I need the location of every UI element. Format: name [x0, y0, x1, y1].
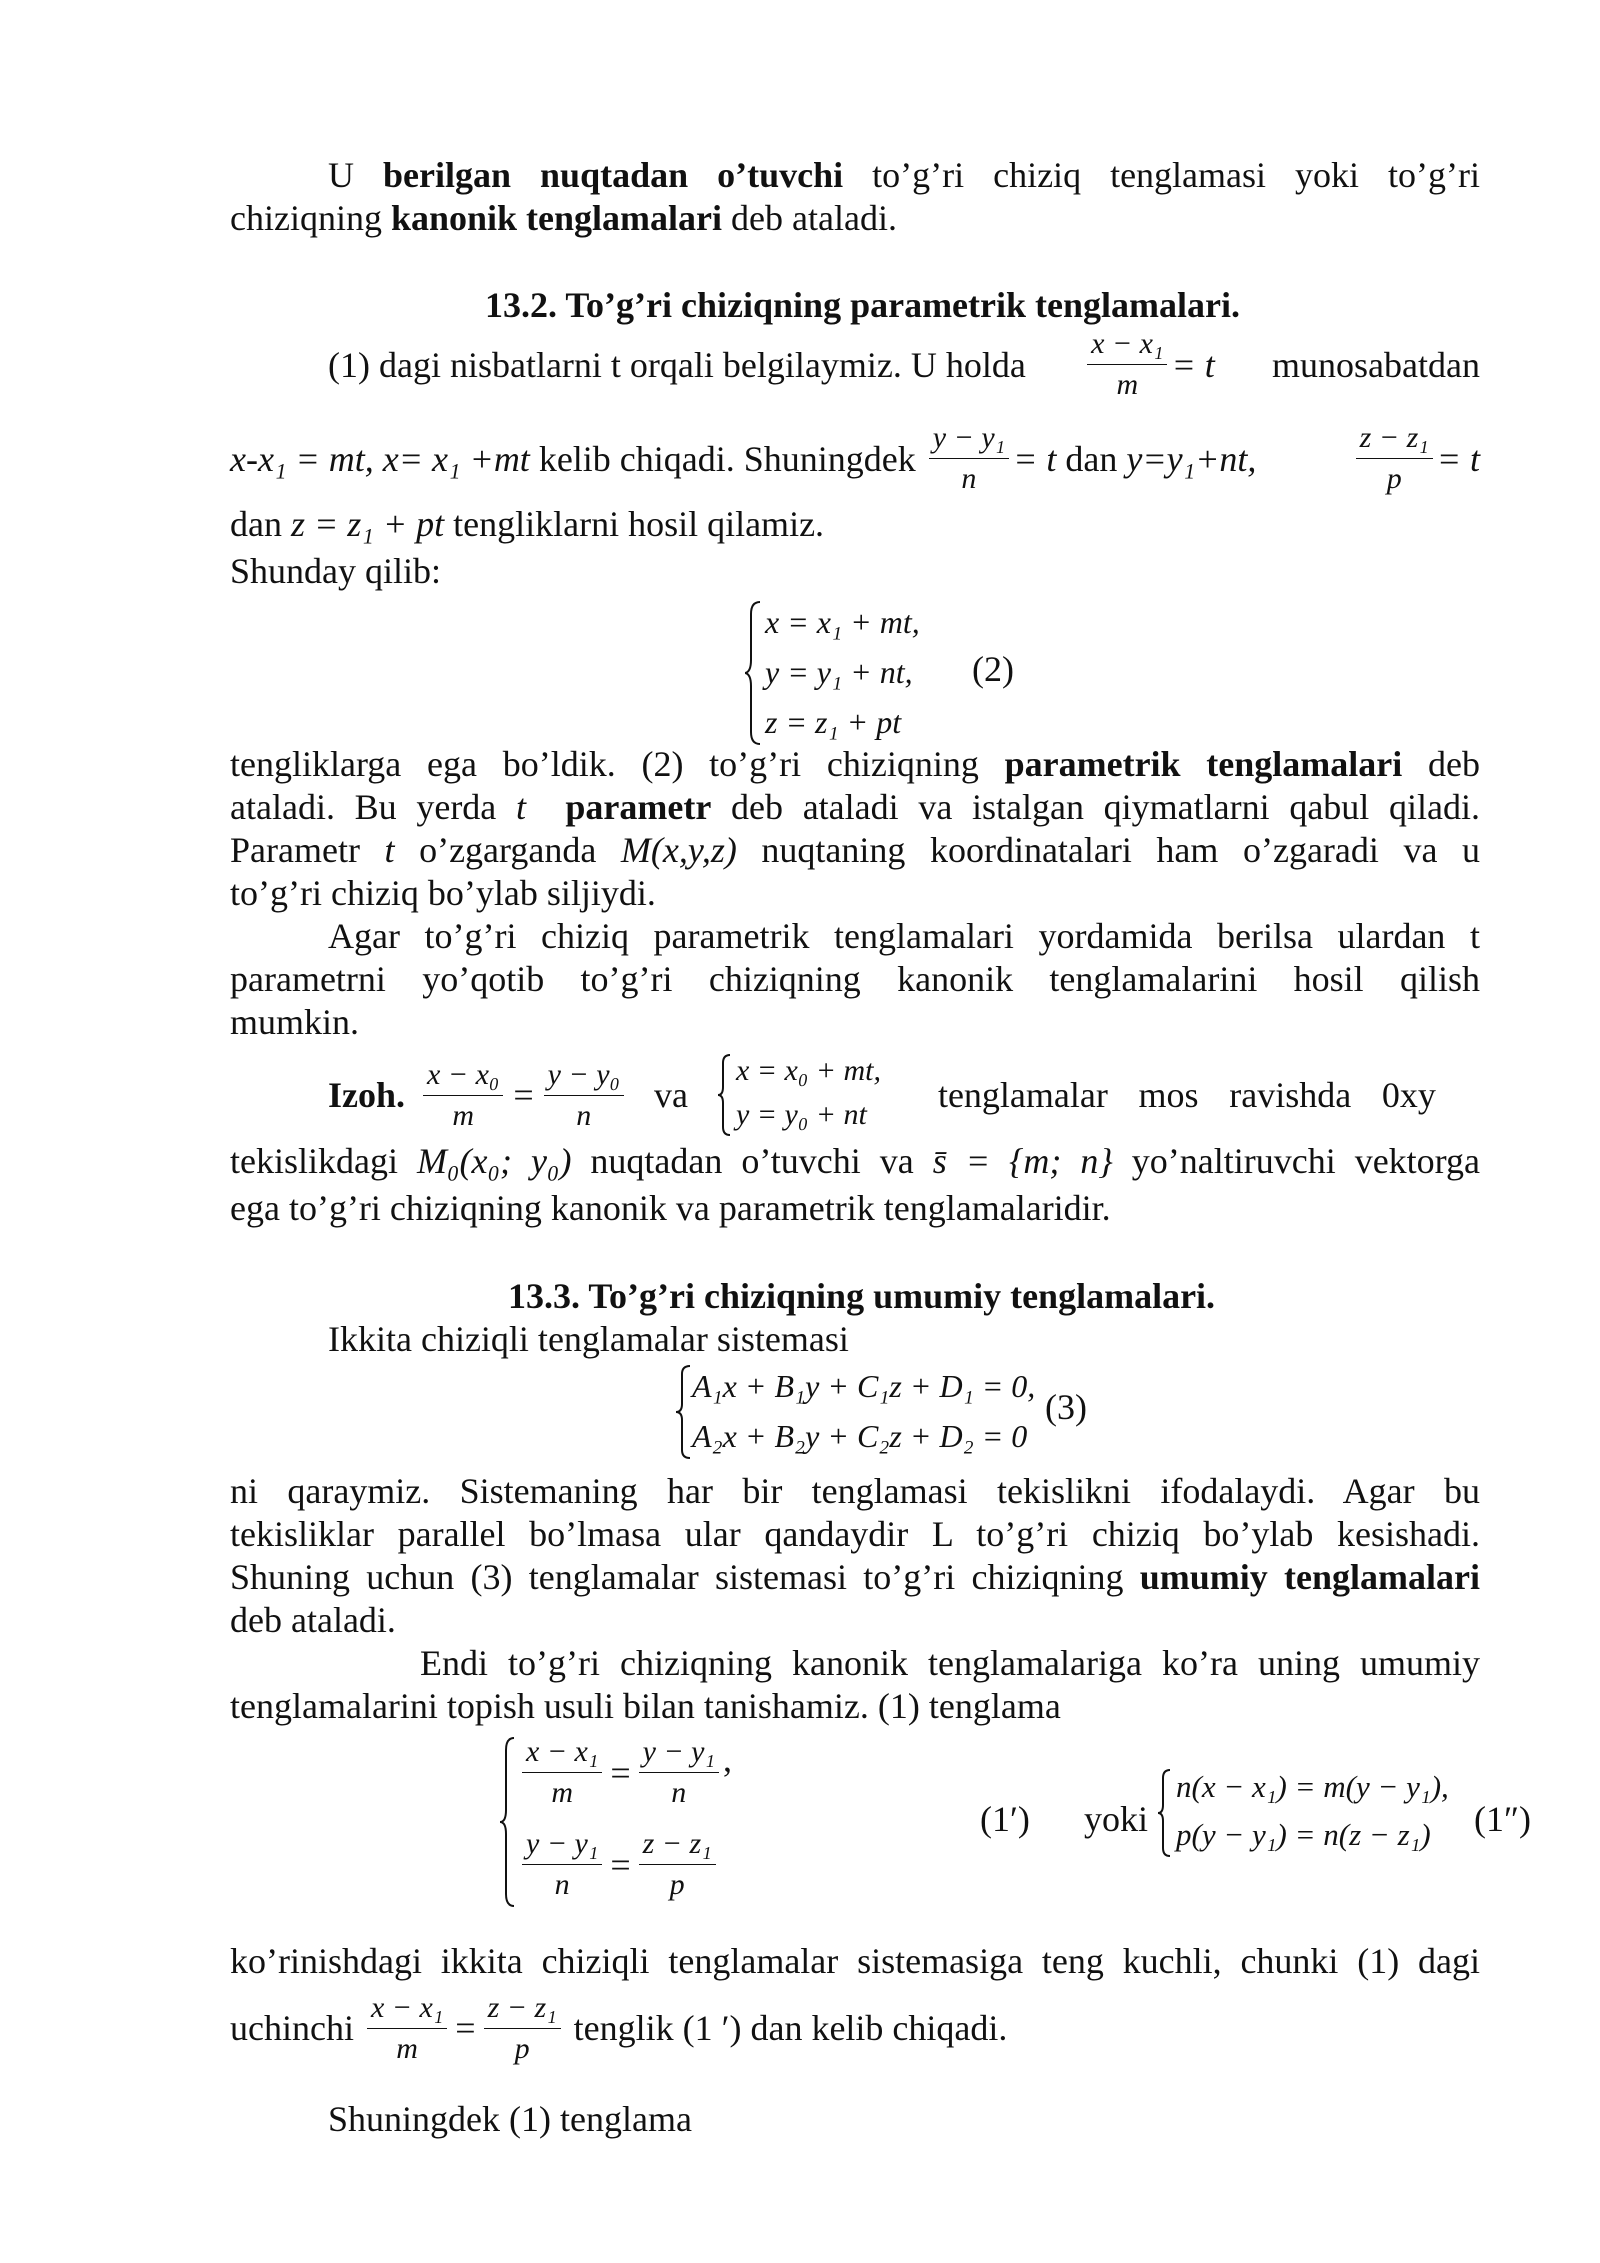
paragraph-9-line-1: Shuningdek (1) tenglama: [328, 2099, 692, 2139]
numerator: y − y₁: [639, 1732, 719, 1773]
text: [526, 787, 565, 827]
equation-row: z = z₁ + pt: [765, 704, 902, 740]
paragraph-6-line-3: [230, 1556, 1480, 1598]
paragraph-1-line-1: [328, 154, 1480, 196]
paragraph-1-line-2: [230, 197, 897, 239]
equation-row: [518, 1732, 732, 1813]
fraction: [484, 1988, 561, 2069]
equation-tag: (1′): [980, 1799, 1030, 1839]
text: yoki: [1084, 1799, 1149, 1839]
text: yo’naltiruvchi vektorga: [1112, 1141, 1480, 1181]
paragraph-7-line-1: Endi to’g’ri chiziqning kanonik tenglamalariga ko’ra uning umumiy: [420, 1643, 1480, 1683]
document-page: [230, 0, 1531, 2263]
paragraph-2-line-3: [230, 503, 824, 545]
equation-system-izoh: [718, 1051, 918, 1139]
denominator: n: [671, 1776, 687, 1809]
equation-system-1-double-prime: [1158, 1766, 1478, 1866]
paragraph-8-line-1: ko’rinishdagi ikkita chiziqli tenglamalar sistemasiga teng kuchli, chunki (1) dagi: [230, 1941, 1480, 1981]
text: tekislikdagi: [230, 1141, 417, 1181]
text: deb ataladi.: [722, 198, 897, 238]
paragraph-6-line-4: deb ataladi.: [230, 1600, 396, 1640]
text: nuqtaning koordinatalari ham o’zgaradi va u: [736, 830, 1480, 870]
paragraph-7-line-2: tenglamalarini topish usuli bilan tanishamiz. (1) tenglama: [230, 1686, 1061, 1726]
paragraph-3-line-2: [230, 786, 1480, 828]
fraction: [522, 1732, 602, 1813]
paragraph-6-line-2: tekisliklar parallel bo’lmasa ular qandaydir L to’g’ri chiziq bo’ylab kesishadi.: [230, 1514, 1480, 1554]
denominator: p: [669, 1868, 685, 1901]
equation-tag: (3): [1045, 1387, 1087, 1427]
numerator: x − x₀: [423, 1055, 503, 1096]
equals-sign: =: [455, 2008, 476, 2048]
equation: s̄ = {m; n}: [932, 1141, 1113, 1181]
paragraph-3-line-1: [230, 743, 1480, 785]
numerator: y − y₁: [522, 1824, 602, 1865]
equation-row: p(y − y₁) = n(z − z₁): [1176, 1817, 1431, 1852]
izoh-line: [328, 1050, 1436, 1140]
text: uchinchi: [230, 2008, 363, 2048]
equation-system-1-prime: [512, 1732, 1531, 1912]
text: tengliklarga ega bo’ldik. (2) to’g’ri chiziqning: [230, 744, 1005, 784]
bold-term: parametr: [565, 787, 712, 827]
denominator: m: [551, 1776, 573, 1809]
equals-sign: =: [610, 1752, 631, 1793]
section-heading-13-2: 13.2. To’g’ri chiziqning parametrik tenglamalari.: [485, 285, 1240, 325]
text: (1) dagi nisbatlarni t orqali belgilaymiz. U holda: [328, 344, 1026, 385]
equation-row: y = y₁ + nt,: [765, 654, 913, 690]
fraction: [929, 418, 1009, 499]
equation-system-2: [765, 598, 1065, 748]
fraction: [639, 1824, 716, 1905]
paragraph-2-line-2: [230, 418, 1480, 499]
equals-sign: =: [513, 1075, 534, 1115]
text: deb ataladi va istalgan qiymatlarni qabul qiladi.: [711, 787, 1480, 827]
fraction-expression: [1083, 324, 1215, 405]
section-heading-13-3: 13.3. To’g’ri chiziqning umumiy tenglamalari.: [508, 1276, 1216, 1316]
text: tengliklarni hosil qilamiz.: [444, 504, 825, 544]
text: va: [653, 1075, 688, 1115]
equation-row: n(x − x₁) = m(y − y₁),: [1176, 1769, 1449, 1804]
paragraph-5-line-1: Ikkita chiziqli tenglamalar sistemasi: [328, 1319, 849, 1359]
equation: = t: [1171, 344, 1215, 385]
text: nuqtadan o’tuvchi va: [571, 1141, 933, 1181]
equation-row: [518, 1824, 720, 1905]
fraction: [423, 1055, 503, 1136]
numerator: z − z₁: [639, 1824, 716, 1865]
izoh-line-3: ega to’g’ri chiziqning kanonik va parametrik tenglamalaridir.: [230, 1188, 1111, 1228]
equation-row: A₂x + B₂y + C₂z + D₂ = 0: [692, 1418, 1028, 1454]
denominator: n: [961, 462, 977, 495]
equation-row: x = x₀ + mt,: [735, 1054, 881, 1087]
text: Shuning uchun (3) tenglamalar sistemasi to’g’ri chiziqning: [230, 1557, 1140, 1597]
denominator: n: [576, 1098, 592, 1132]
text: Parametr: [230, 830, 385, 870]
equation-row: A₁x + B₁y + C₁z + D₁ = 0,: [692, 1368, 1036, 1404]
equals-sign: =: [610, 1844, 631, 1885]
left-brace-icon: [500, 1736, 516, 1908]
text: ataladi. Bu yerda: [230, 787, 516, 827]
denominator: p: [1386, 462, 1402, 495]
text: tenglik (1 ′) dan kelib chiqadi.: [564, 2008, 1008, 2048]
bold-term: berilgan nuqtadan o’tuvchi: [383, 155, 844, 195]
denominator: n: [554, 1868, 570, 1901]
paragraph-4-line-1: Agar to’g’ri chiziq parametrik tenglamalari yordamida berilsa ulardan t: [328, 916, 1480, 956]
text: U: [328, 155, 384, 195]
equation-tag: (2): [972, 649, 1014, 689]
equation: = t: [1013, 438, 1057, 479]
paragraph-4-line-3: mumkin.: [230, 1002, 360, 1042]
equation: = t: [1436, 438, 1480, 479]
numerator: z − z₁: [484, 1988, 561, 2029]
fraction: [367, 1988, 447, 2069]
fraction: [522, 1824, 602, 1905]
fraction: [639, 1732, 719, 1813]
denominator: m: [1116, 368, 1139, 401]
fraction: [1356, 418, 1433, 499]
equation-tag: (1″): [1474, 1799, 1531, 1839]
comma: ,: [722, 1739, 732, 1779]
paragraph-3-line-4: to’g’ri chiziq bo’ylab siljiydi.: [230, 873, 656, 913]
text: deb: [1402, 744, 1481, 784]
paragraph-6-line-1: ni qaraymiz. Sistemaning har bir tenglamasi tekislikni ifodalaydi. Agar bu: [230, 1471, 1480, 1511]
text: dan: [1056, 438, 1127, 479]
fraction: [1087, 324, 1167, 405]
paragraph-4-line-2: parametrni yo’qotib to’g’ri chiziqning kanonik tenglamalarini hosil qilish: [230, 959, 1480, 999]
left-brace-icon: [745, 600, 763, 746]
text: to’g’ri chiziq tenglamasi yoki to’g’ri: [843, 155, 1480, 195]
izoh-line-2: [230, 1140, 1480, 1182]
variable: t: [515, 787, 526, 827]
paragraph-8-line-2: [230, 1986, 1007, 2070]
paragraph-2-line-4: Shunday qilib:: [230, 551, 442, 591]
numerator: y − y₀: [544, 1055, 624, 1096]
equation: z = z₁ + pt: [290, 504, 445, 544]
bold-term: kanonik tenglamalari: [390, 198, 723, 238]
text: o’zgarganda: [394, 830, 621, 870]
left-brace-icon: [676, 1364, 692, 1460]
text: kelib chiqadi. Shuningdek: [529, 438, 925, 479]
equation-row: x = x₁ + mt,: [765, 604, 920, 640]
numerator: x − x₁: [1087, 324, 1167, 365]
numerator: x − x₁: [522, 1732, 602, 1773]
numerator: x − x₁: [367, 1988, 447, 2029]
left-brace-icon: [1158, 1768, 1172, 1858]
text: munosabatdan: [1272, 344, 1480, 385]
bold-term: umumiy tenglamalari: [1139, 1557, 1480, 1597]
text: dan: [230, 504, 291, 544]
equation-row: y = y₀ + nt: [735, 1098, 867, 1131]
left-brace-icon: [718, 1053, 732, 1137]
denominator: m: [452, 1098, 474, 1132]
text: chiziqning: [230, 198, 391, 238]
variable: t: [384, 830, 395, 870]
text: tenglamalar mos ravishda 0xy: [937, 1075, 1436, 1115]
numerator: y − y₁: [929, 418, 1009, 459]
equation: x-x₁ = mt, x= x₁ +mt: [230, 438, 530, 479]
paragraph-3-line-3: [230, 829, 1480, 871]
equation: y=y₁+nt,: [1126, 438, 1257, 479]
equation-system-3: [692, 1362, 1092, 1462]
fraction: [544, 1055, 624, 1136]
variable: M(x,y,z): [620, 830, 737, 870]
note-label: Izoh.: [328, 1075, 406, 1115]
numerator: z − z₁: [1356, 418, 1433, 459]
denominator: m: [396, 2031, 418, 2065]
denominator: p: [514, 2031, 530, 2065]
equation: M₀(x₀; y₀): [416, 1141, 572, 1181]
bold-term: parametrik tenglamalari: [1004, 744, 1403, 784]
paragraph-2-line-1: [328, 324, 1480, 405]
